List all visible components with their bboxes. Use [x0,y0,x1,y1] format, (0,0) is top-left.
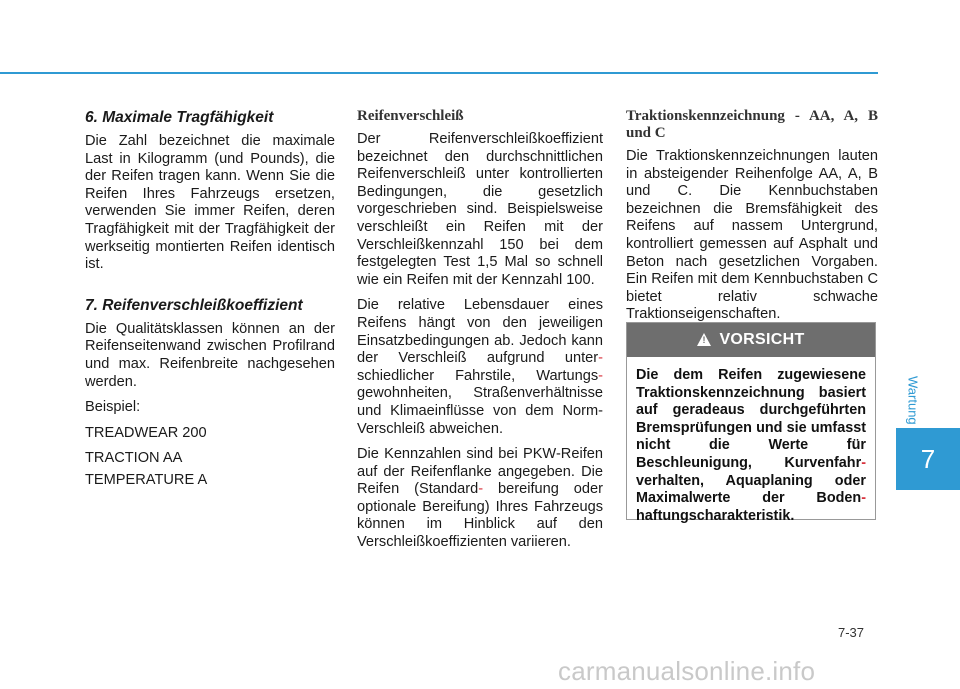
caution-box [626,322,876,524]
paragraph-lifetime: Die relative Lebensdauer eines Reifens hängt von den jeweiligen Einsatzbedingungen ab. Jedoch kann der Verschleiß aufgrund unter- schiedlicher Fahrstile, Wartungs- gewohnheiten, Straßenverhältnisse und Klimaeinflüsse von dem Norm-Verschleiß abweichen. [357,297,603,437]
header-rule [0,72,878,74]
caution-header [627,323,875,357]
column-middle [357,108,603,560]
paragraph-wear-coefficient: Der Reifenverschleißkoeffizient bezeichnet den durchschnittlichen Reifenverschleiß unter kontrollierten Bedingungen, die gesetzlich vorgeschrieben sind. Beispielsweise verschleißt ein Reifen mit der Verschleißkennzahl 150 bei dem festgelegten Test 1,5 Mal so schnell wie ein Reifen mit der Kennzahl 100. [357,131,603,288]
paragraph-traction: TRACTION AA [85,450,183,467]
caution-title: VORSICHT [719,331,805,348]
heading-tire-wear: Reifenverschleiß [357,108,464,124]
section-label: Wartung [905,375,921,425]
heading-wear-coefficient: 7. Reifenverschleißkoeffizient [85,296,303,314]
paragraph-treadwear: TREADWEAR 200 [85,424,207,441]
page-number: 7-37 [838,625,865,640]
heading-traction: Traktionskennzeichnung - AA, A, B und C [626,108,878,141]
watermark: carmanualsonline.info [558,656,816,686]
paragraph-temperature: TEMPERATURE A [85,471,208,488]
paragraph-sidewall: Die Kennzahlen sind bei PKW-Reifen auf der Reifenflanke angegeben. Die Reifen (Standard- bereifung oder optionale Bereifung) Ihres Fahrzeugs können im Hinblick auf den Verschleißkoeffizienten variieren. [357,446,603,551]
paragraph-max-load: Die Zahl bezeichnet die maximale Last in Kilogramm (und Pounds), die der Reifen tragen kann. Wenn Sie die Reifen Ihres Fahrzeugs ersetzen, verwenden Sie immer Reifen, deren Tragfähigkeit mit der Tragfähigkeit der werkseitig montierten Reifen identisch ist. [85,133,335,273]
column-right [626,108,878,332]
warning-triangle-icon: ! [697,333,711,346]
heading-max-load: 6. Maximale Tragfähigkeit [85,109,274,126]
chapter-number: 7 [896,428,960,490]
caution-text: Die dem Reifen zugewiesene Traktionskennzeichnung basiert auf geradeaus durchgeführten Bremsprüfungen und sie umfasst nicht die Werte für Beschleunigung, Kurvenfahr- verhalten, Aquaplaning oder Maximalwerte der Boden- haftungscharakteristik. [636,367,866,524]
paragraph-quality-grades: Die Qualitätsklassen können an der Reifenseitenwand zwischen Profilrand und max. Reifenbreite nachgesehen werden. [85,320,335,390]
paragraph-example-label: Beispiel: [85,399,141,416]
paragraph-traction-grades: Die Traktionskennzeichnungen lauten in absteigender Reihenfolge AA, A, B und C. Die Kennbuchstaben bezeichnen die Bremsfähigkeit des Reifens auf nassem Untergrund, kontrolliert gemessen auf Asphalt und Beton nach gesetzlichen Vorgaben. Ein Reifen mit dem Kennbuchstaben C bietet relativ schwache Traktionseigenschaften. [626,148,878,323]
column-left [85,108,335,498]
